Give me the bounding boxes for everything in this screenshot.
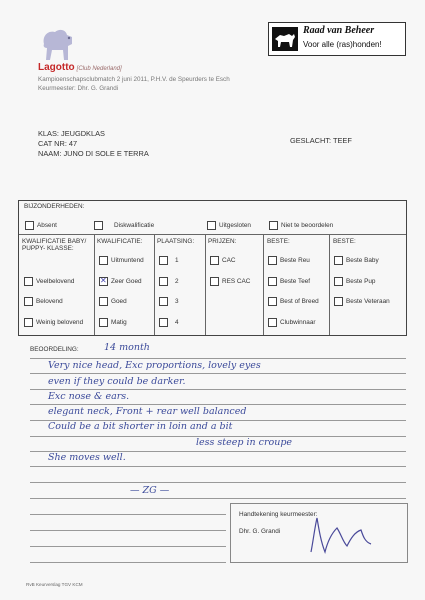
writing-line (30, 358, 406, 359)
beste-veteraan-checkbox[interactable] (334, 297, 343, 306)
judge-name: Dhr. G. Grandi (239, 528, 281, 535)
col-header-beste-1: BESTE: (267, 238, 290, 245)
plaatsing-4-label: 4 (175, 319, 179, 326)
veelbelovend-checkbox[interactable] (24, 277, 33, 286)
writing-line (30, 373, 406, 374)
raad-van-beheer-logo (268, 22, 406, 56)
beste-baby-checkbox[interactable] (334, 256, 343, 265)
diskwalificatie-label: Diskwalificatie (114, 222, 155, 229)
belovend-checkbox[interactable] (24, 297, 33, 306)
plaatsing-2-checkbox[interactable] (159, 277, 168, 286)
zeer-goed-checkbox[interactable] (99, 277, 108, 286)
col-header-prijzen: PRIJZEN: (208, 238, 237, 245)
writing-line (30, 562, 226, 563)
zeer-goed-label: Zeer Goed (111, 278, 142, 285)
bijzonderheden-title: BIJZONDERHEDEN: (24, 203, 85, 210)
plaatsing-1-checkbox[interactable] (159, 256, 168, 265)
signature-label: Handtekening keurmeester: (239, 511, 318, 518)
divider (19, 234, 406, 235)
handwritten-line-4: Exc nose & ears. (48, 391, 130, 402)
handwritten-line-8: She moves well. (48, 452, 126, 463)
goed-label: Goed (111, 298, 127, 305)
beste-pup-checkbox[interactable] (334, 277, 343, 286)
beoordeling-section (30, 344, 406, 354)
beste-veteraan-label: Beste Veteraan (346, 298, 390, 305)
niet-beoordelen-label: Niet te beoordelen (281, 222, 334, 229)
geslacht-field: GESLACHT: TEEF (290, 136, 352, 145)
naam-field: NAAM: JUNO DI SOLE E TERRA (38, 149, 149, 158)
divider (329, 235, 330, 335)
uitgesloten-label: Uitgesloten (219, 222, 251, 229)
niet-beoordelen-checkbox[interactable] (269, 221, 278, 230)
absent-label: Absent (37, 222, 57, 229)
handwritten-line-1: 14 month (104, 342, 150, 353)
handwritten-line-2: Very nice head, Exc proportions, lovely eyes (48, 360, 261, 371)
writing-line (30, 389, 406, 390)
absent-checkbox[interactable] (25, 221, 34, 230)
handwritten-line-6: Could be a bit shorter in loin and a bit (48, 421, 233, 432)
writing-line (30, 546, 226, 547)
col-header-beste-2: BESTE: (333, 238, 356, 245)
cat-nr-field: CAT NR: 47 (38, 139, 78, 148)
qualification-box (18, 200, 407, 336)
handwritten-line-3: even if they could be darker. (48, 376, 186, 387)
beste-teef-checkbox[interactable] (268, 277, 277, 286)
handwritten-line-7: less steep in croupe (196, 437, 293, 448)
writing-line (30, 466, 406, 467)
beoordeling-label: BEOORDELING: (30, 346, 79, 353)
matig-checkbox[interactable] (99, 318, 108, 327)
goed-checkbox[interactable] (99, 297, 108, 306)
best-of-breed-label: Best of Breed (280, 298, 319, 305)
handwritten-line-5: elegant neck, Front + rear well balanced (48, 406, 247, 417)
club-name: [Club Nederland] (76, 66, 122, 72)
uitgesloten-checkbox[interactable] (207, 221, 216, 230)
divider (94, 235, 95, 335)
plaatsing-4-checkbox[interactable] (159, 318, 168, 327)
diskwalificatie-checkbox[interactable] (94, 221, 103, 230)
beste-reu-label: Beste Reu (280, 257, 310, 264)
plaatsing-3-checkbox[interactable] (159, 297, 168, 306)
handwritten-signature (303, 512, 383, 560)
writing-line (30, 530, 226, 531)
rvb-title: Raad van Beheer (303, 25, 375, 36)
writing-line (30, 498, 406, 499)
footer-text: RvB Keurverslag TGV KCM (26, 582, 83, 587)
divider (154, 235, 155, 335)
divider (205, 235, 206, 335)
divider (263, 235, 264, 335)
cac-checkbox[interactable] (210, 256, 219, 265)
writing-line (30, 404, 406, 405)
cac-label: CAC (222, 257, 236, 264)
event-info: Kampioenschapsclubmatch 2 juni 2011, P.H.V. de Speurders te Esch Keurmeester: Dhr. G. Grandi (38, 76, 230, 92)
rvb-dog-icon (272, 27, 298, 51)
best-of-breed-checkbox[interactable] (268, 297, 277, 306)
col-header-baby-puppy: KWALIFICATIE BABY/ PUPPY- KLASSE: (22, 238, 87, 252)
belovend-label: Belovend (36, 298, 63, 305)
brand-name: Lagotto [Club Nederland] (38, 62, 122, 73)
matig-label: Matig (111, 319, 127, 326)
handwritten-line-9: — ZG — (130, 485, 170, 496)
writing-line (30, 514, 226, 515)
col-header-kwalificatie: KWALIFICATIE: (97, 238, 143, 245)
res-cac-label: RES CAC (222, 278, 251, 285)
veelbelovend-label: Veelbelovend (36, 278, 75, 285)
beste-pup-label: Beste Pup (346, 278, 376, 285)
beste-teef-label: Beste Teef (280, 278, 311, 285)
clubwinnaar-checkbox[interactable] (268, 318, 277, 327)
beste-reu-checkbox[interactable] (268, 256, 277, 265)
col-header-plaatsing: PLAATSING: (157, 238, 195, 245)
lagotto-dog-logo-icon (38, 26, 82, 64)
plaatsing-3-label: 3 (175, 298, 179, 305)
writing-line (30, 482, 406, 483)
rvb-tagline: Voor alle (ras)honden! (303, 40, 382, 49)
weinig-belovend-label: Weinig belovend (36, 319, 84, 326)
beste-baby-label: Beste Baby (346, 257, 379, 264)
res-cac-checkbox[interactable] (210, 277, 219, 286)
plaatsing-2-label: 2 (175, 278, 179, 285)
signature-box (230, 503, 408, 563)
uitmuntend-checkbox[interactable] (99, 256, 108, 265)
plaatsing-1-label: 1 (175, 257, 179, 264)
uitmuntend-label: Uitmuntend (111, 257, 144, 264)
clubwinnaar-label: Clubwinnaar (280, 319, 316, 326)
weinig-belovend-checkbox[interactable] (24, 318, 33, 327)
klas-field: KLAS: JEUGDKLAS (38, 129, 105, 138)
